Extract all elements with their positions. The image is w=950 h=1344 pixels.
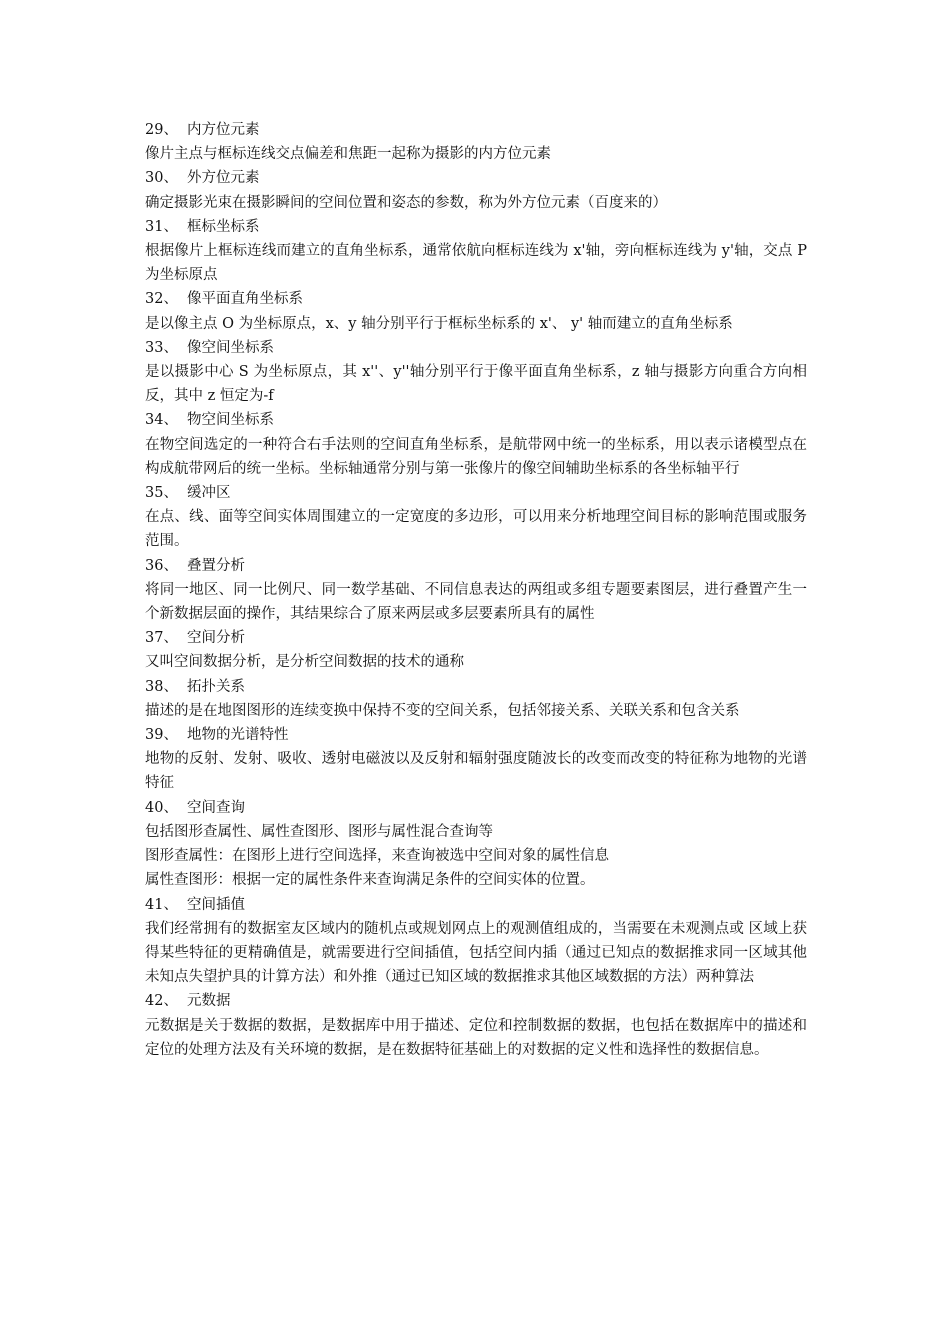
term-number: 33、	[145, 339, 178, 356]
term-title: 缓冲区	[187, 485, 231, 502]
entry-33	[145, 336, 807, 409]
entry-38	[145, 675, 807, 723]
entry-29	[145, 118, 807, 166]
term-heading	[145, 215, 807, 239]
term-heading	[145, 118, 807, 142]
term-title: 元数据	[187, 993, 231, 1010]
term-heading	[145, 336, 807, 360]
term-heading	[145, 481, 807, 505]
entry-34	[145, 408, 807, 481]
term-definition: 元数据是关于数据的数据，是数据库中用于描述、定位和控制数据的数据，也包括在数据库中的描述和定位的处理方法及有关环境的数据，是在数据特征基础上的对数据的定义性和选择性的数据信息。	[145, 1017, 807, 1058]
term-definition: 地物的反射、发射、吸收、透射电磁波以及反射和辐射强度随波长的改变而改变的特征称为地物的光谱特征	[145, 751, 807, 792]
term-definition: 是以像主点 O 为坐标原点，x、y 轴分别平行于框标坐标系的 x'、 y' 轴而建立的直角坐标系	[145, 315, 733, 332]
term-definition: 像片主点与框标连线交点偏差和焦距一起称为摄影的内方位元素	[145, 146, 551, 163]
term-number: 35、	[145, 485, 178, 502]
term-definition: 属性查图形：根据一定的属性条件来查询满足条件的空间实体的位置。	[145, 872, 595, 889]
term-heading	[145, 989, 807, 1013]
term-title: 空间查询	[187, 799, 245, 816]
term-heading	[145, 796, 807, 820]
term-number: 32、	[145, 291, 178, 308]
entry-41	[145, 893, 807, 990]
term-title: 内方位元素	[187, 122, 260, 138]
term-definition: 根据像片上框标连线而建立的直角坐标系，通常依航向框标连线为 x'轴，旁向框标连线为 y'轴，交点 P 为坐标原点	[145, 243, 807, 284]
term-definition: 是以摄影中心 S 为坐标原点，其 x''、y''轴分别平行于像平面直角坐标系，z 轴与摄影方向重合方向相反，其中 z 恒定为-f	[145, 364, 807, 405]
term-number: 38、	[145, 678, 178, 695]
term-number: 42、	[145, 993, 178, 1010]
term-title: 框标坐标系	[187, 218, 260, 235]
term-number: 41、	[145, 896, 178, 913]
term-title: 像平面直角坐标系	[187, 291, 303, 308]
entry-31	[145, 215, 807, 288]
term-title: 物空间坐标系	[187, 412, 274, 429]
term-definition: 将同一地区、同一比例尺、同一数学基础、不同信息表达的两组或多组专题要素图层，进行叠置产生一个新数据层面的操作，其结果综合了原来两层或多层要素所具有的属性	[145, 581, 807, 623]
entry-40	[145, 796, 807, 893]
term-heading	[145, 166, 807, 190]
term-number: 29、	[145, 122, 178, 138]
term-heading	[145, 408, 807, 432]
term-definition: 包括图形查属性、属性查图形、图形与属性混合查询等	[145, 823, 493, 840]
term-number: 37、	[145, 630, 178, 647]
term-title: 地物的光谱特性	[187, 727, 289, 744]
term-heading	[145, 723, 807, 747]
term-title: 像空间坐标系	[187, 339, 274, 356]
term-number: 34、	[145, 412, 178, 429]
entry-42	[145, 989, 807, 1062]
term-definition: 又叫空间数据分析，是分析空间数据的技术的通称	[145, 654, 464, 671]
term-number: 30、	[145, 170, 178, 187]
term-definition: 图形查属性：在图形上进行空间选择，来查询被选中空间对象的属性信息	[145, 848, 609, 865]
term-definition: 在点、线、面等空间实体周围建立的一定宽度的多边形，可以用来分析地理空间目标的影响范围或服务范围。	[145, 509, 807, 550]
term-title: 空间插值	[187, 896, 245, 913]
term-definition: 我们经常拥有的数据室友区域内的随机点或规划网点上的观测值组成的，当需要在未观测点或 区域上获得某些特征的更精确值是，就需要进行空间插值，包括空间内插（通过已知点的数据推求同一区域其他未知点失望护具的计算方法）和外推（通过已知区域的数据推求其他区域数据的方法）两种算法	[145, 920, 807, 986]
entry-30	[145, 166, 807, 214]
term-title: 空间分析	[187, 630, 245, 647]
term-definition: 确定摄影光束在摄影瞬间的空间位置和姿态的参数，称为外方位元素（百度来的）	[145, 194, 667, 211]
term-number: 40、	[145, 799, 178, 816]
term-heading	[145, 287, 807, 311]
term-number: 39、	[145, 727, 178, 744]
term-definition: 在物空间选定的一种符合右手法则的空间直角坐标系，是航带网中统一的坐标系，用以表示诸模型点在构成航带网后的统一坐标。坐标轴通常分别与第一张像片的像空间辅助坐标系的各坐标轴平行	[145, 436, 807, 477]
term-heading	[145, 893, 807, 917]
entry-35	[145, 481, 807, 554]
term-heading	[145, 675, 807, 699]
entry-37	[145, 626, 807, 674]
term-title: 外方位元素	[187, 170, 260, 187]
term-title: 叠置分析	[187, 557, 245, 574]
term-number: 31、	[145, 218, 178, 235]
entry-36	[145, 554, 807, 627]
term-number: 36、	[145, 557, 178, 574]
document-page	[145, 118, 807, 1062]
entry-32	[145, 287, 807, 335]
term-heading	[145, 554, 807, 578]
term-title: 拓扑关系	[187, 678, 245, 695]
term-heading	[145, 626, 807, 650]
term-definition: 描述的是在地图图形的连续变换中保持不变的空间关系，包括邻接关系、关联关系和包含关系	[145, 702, 740, 719]
entry-39	[145, 723, 807, 796]
